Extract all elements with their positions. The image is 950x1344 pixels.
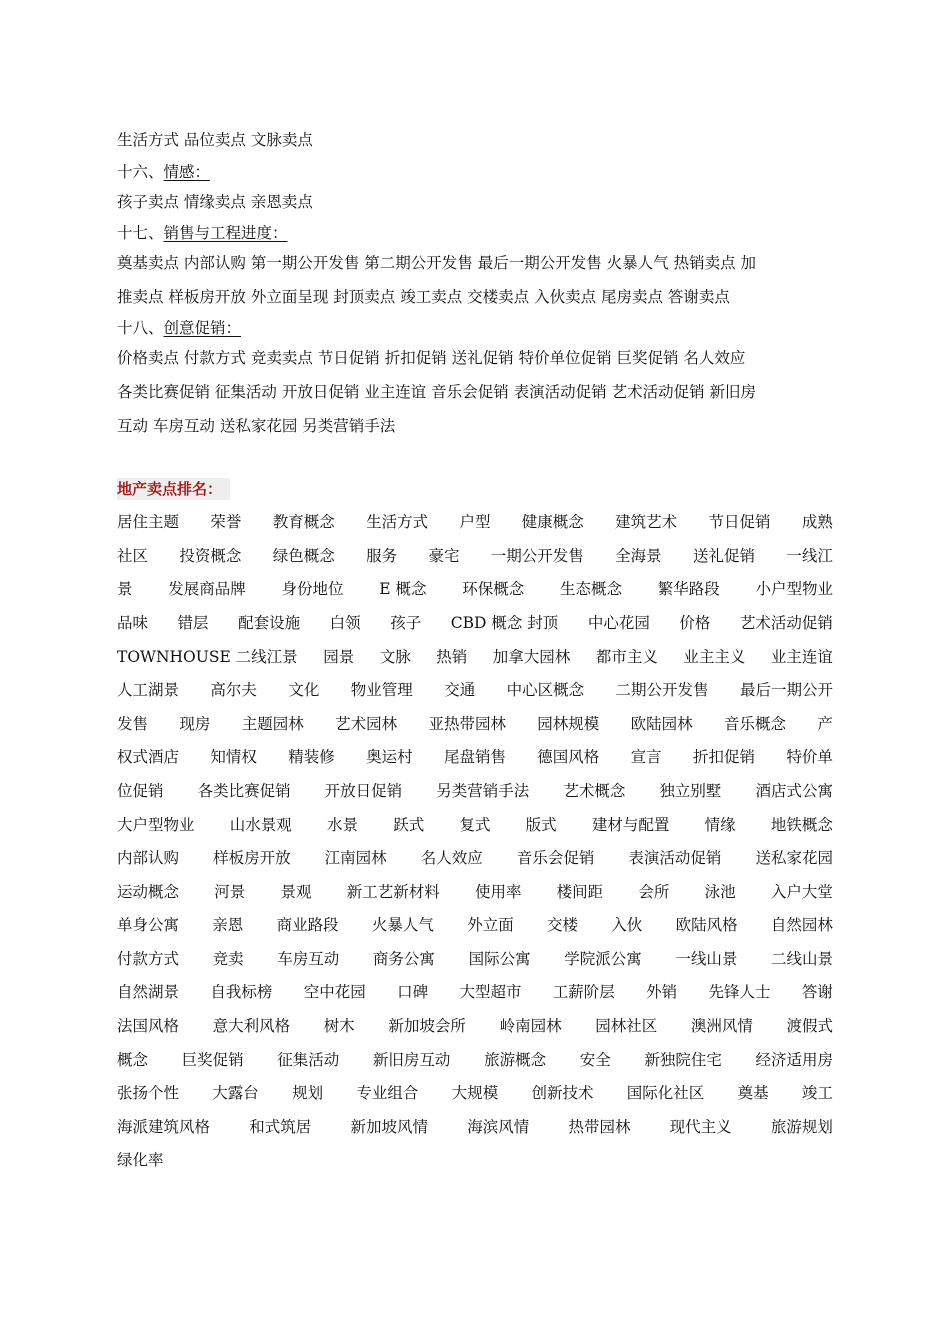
ranking-term: 口碑 — [397, 983, 429, 1002]
ranking-term: 一线江 — [786, 546, 833, 565]
ranking-term: 外立面 — [467, 916, 514, 935]
ranking-term: 运动概念 — [117, 882, 180, 901]
ranking-term: 园景 — [323, 647, 355, 666]
ranking-term: 海派建筑风格 — [117, 1117, 211, 1136]
ranking-term: E 概念 — [379, 580, 427, 599]
ranking-row — [117, 641, 833, 675]
ranking-term: 大露台 — [212, 1084, 259, 1103]
ranking-term: 业主主义 — [683, 647, 746, 666]
ranking-row — [117, 741, 833, 775]
ranking-term: 商业路段 — [276, 916, 339, 935]
ranking-term: 孩子 — [390, 613, 422, 632]
ranking-term: 大户型物业 — [117, 815, 195, 834]
ranking-term: 经济适用房 — [755, 1050, 833, 1069]
ranking-term: 学院派公寓 — [564, 949, 642, 968]
ranking-term: 特价单 — [786, 748, 833, 767]
ranking-term: 一线山景 — [675, 949, 738, 968]
ranking-term: 车房互动 — [277, 949, 340, 968]
ranking-term: 文脉 — [379, 647, 411, 666]
ranking-row — [117, 943, 833, 977]
ranking-term: 交楼 — [546, 916, 578, 935]
ranking-row — [117, 976, 833, 1010]
ranking-term: 现代主义 — [669, 1117, 732, 1136]
ranking-row — [117, 1077, 833, 1111]
ranking-row — [117, 573, 833, 607]
ranking-row — [117, 1010, 833, 1044]
ranking-term: 山水景观 — [229, 815, 292, 834]
ranking-term: 旅游规划 — [770, 1117, 833, 1136]
ranking-list — [117, 506, 837, 1144]
ranking-term: 专业组合 — [356, 1084, 419, 1103]
ranking-term: 法国风格 — [117, 1017, 180, 1036]
section-heading-16 — [117, 158, 837, 186]
ranking-term: 工薪阶层 — [552, 983, 615, 1002]
ranking-term: 艺术活动促销 — [739, 613, 833, 632]
ranking-term: 外销 — [646, 983, 678, 1002]
ranking-term: 价格 — [679, 613, 711, 632]
ranking-term: 国际公寓 — [468, 949, 531, 968]
ranking-term: 发展商品牌 — [168, 580, 246, 599]
ranking-term: 地铁概念 — [770, 815, 833, 834]
ranking-term: 教育概念 — [272, 513, 335, 532]
ranking-term: 规划 — [292, 1084, 324, 1103]
ranking-term: 泳池 — [704, 882, 736, 901]
ranking-term: 热销 — [436, 647, 468, 666]
ranking-term: 错层 — [177, 613, 209, 632]
ranking-term: 树木 — [323, 1017, 355, 1036]
ranking-term: 身份地位 — [281, 580, 344, 599]
heading-number: 十六、 — [117, 162, 164, 181]
text-line: 推卖点 样板房开放 外立面呈现 封顶卖点 竣工卖点 交楼卖点 入伙卖点 尾房卖点 答谢卖点 — [117, 287, 730, 306]
ranking-term: 使用率 — [474, 882, 522, 901]
ranking-term: 入户大堂 — [770, 882, 833, 901]
ranking-term: 都市主义 — [595, 647, 658, 666]
heading-label: 创意促销： — [163, 319, 242, 338]
ranking-term: 全海景 — [615, 546, 662, 565]
ranking-term: 火暴人气 — [371, 916, 434, 935]
ranking-term: 竞卖 — [212, 949, 244, 968]
ranking-term: 渡假式 — [786, 1017, 833, 1036]
ranking-term: 各类比赛促销 — [197, 781, 291, 800]
text-line: 价格卖点 付款方式 竞卖卖点 节日促销 折扣促销 送礼促销 特价单位促销 巨奖促销 名人效应 — [117, 349, 746, 368]
ranking-row — [117, 506, 833, 540]
ranking-term: 二期公开发售 — [615, 681, 709, 700]
ranking-term: 先锋人士 — [708, 983, 771, 1002]
ranking-term: 投资概念 — [179, 546, 242, 565]
ranking-term: 生活方式 — [366, 513, 429, 532]
ranking-term: 品味 — [117, 613, 149, 632]
ranking-term: 白领 — [329, 613, 361, 632]
paragraph-gap — [117, 443, 837, 473]
ranking-term: 自我标榜 — [210, 983, 273, 1002]
ranking-term: 景观 — [280, 882, 312, 901]
ranking-term: 江南园林 — [324, 849, 387, 868]
ranking-term: 送私家花园 — [755, 849, 833, 868]
ranking-term: 征集活动 — [277, 1050, 340, 1069]
ranking-term: 答谢 — [801, 983, 833, 1002]
ranking-row — [117, 540, 833, 574]
ranking-term: 最后一期公开 — [739, 681, 833, 700]
ranking-row — [117, 876, 833, 910]
ranking-term: 物业管理 — [350, 681, 413, 700]
ranking-term: 豪宅 — [428, 546, 460, 565]
ranking-term: 新加坡风情 — [350, 1117, 428, 1136]
ranking-term: 德国风格 — [537, 748, 600, 767]
ranking-term: 单身公寓 — [117, 916, 180, 935]
ranking-term: 服务 — [366, 546, 398, 565]
ranking-term: 音乐会促销 — [516, 849, 595, 868]
ranking-term: 情缘 — [704, 815, 736, 834]
ranking-term: 另类营销手法 — [436, 781, 530, 800]
ranking-term: 园林规模 — [537, 714, 600, 733]
ranking-term: 欧陆风格 — [675, 916, 738, 935]
ranking-term: 社区 — [117, 546, 149, 565]
ranking-term: CBD 概念 封顶 — [450, 613, 559, 632]
ranking-term: 版式 — [525, 815, 557, 834]
ranking-term: 文化 — [288, 681, 320, 700]
ranking-term: 新独院住宅 — [644, 1050, 722, 1069]
ranking-row — [117, 674, 833, 708]
text-line: 各类比赛促销 征集活动 开放日促销 业主连谊 音乐会促销 表演活动促销 艺术活动促销 新旧房 — [117, 382, 756, 401]
ranking-row — [117, 909, 833, 943]
ranking-term: 热带园林 — [568, 1117, 631, 1136]
ranking-term: 绿色概念 — [272, 546, 335, 565]
ranking-term: 大规模 — [451, 1084, 499, 1103]
ranking-term: 环保概念 — [462, 580, 525, 599]
ranking-term: 自然湖景 — [117, 983, 180, 1002]
ranking-term: 配套设施 — [238, 613, 301, 632]
ranking-term: 意大利风格 — [212, 1017, 291, 1036]
ranking-term: 入伙 — [611, 916, 643, 935]
ranking-title — [117, 473, 837, 506]
ranking-term: 创新技术 — [531, 1084, 594, 1103]
ranking-term: 中心区概念 — [506, 681, 585, 700]
ranking-term: 亚热带园林 — [428, 714, 506, 733]
ranking-row — [117, 1111, 833, 1145]
ranking-term: 位促销 — [117, 781, 164, 800]
ranking-term: 表演活动促销 — [628, 849, 722, 868]
heading-label: 销售与工程进度： — [163, 224, 288, 243]
ranking-term: 成熟 — [801, 513, 833, 532]
ranking-term: 欧陆园林 — [630, 714, 693, 733]
ranking-term: 精装修 — [288, 748, 335, 767]
text-line: 生活方式 品位卖点 文脉卖点 — [117, 131, 313, 149]
ranking-row — [117, 842, 833, 876]
ranking-term: 安全 — [579, 1050, 611, 1069]
ranking-term: 现房 — [179, 714, 211, 733]
ranking-term: 自然园林 — [770, 916, 833, 935]
ranking-term: 和式筑居 — [249, 1117, 312, 1136]
ranking-term: 尾盘销售 — [443, 748, 506, 767]
ranking-term: 主题园林 — [241, 714, 304, 733]
ranking-term: 概念 — [117, 1050, 149, 1069]
ranking-term: 权式酒店 — [117, 748, 180, 767]
ranking-term: 亲恩 — [212, 916, 244, 935]
ranking-term: 大型超市 — [459, 983, 522, 1002]
ranking-term: 艺术园林 — [335, 714, 398, 733]
document-page — [117, 124, 837, 1178]
ranking-row — [117, 607, 833, 641]
ranking-term: 名人效应 — [420, 849, 483, 868]
ranking-term: 建筑艺术 — [615, 513, 678, 532]
ranking-term: 交通 — [444, 681, 476, 700]
ranking-term: 二线山景 — [770, 949, 833, 968]
ranking-row — [117, 775, 833, 809]
ranking-term: 新工艺新材料 — [346, 882, 440, 901]
text-line: 奠基卖点 内部认购 第一期公开发售 第二期公开发售 最后一期公开发售 火暴人气 热销卖点 加 — [117, 254, 756, 273]
ranking-term: 复式 — [459, 815, 491, 834]
ranking-term: 送礼促销 — [693, 546, 756, 565]
ranking-term: 新加坡会所 — [388, 1017, 466, 1036]
ranking-term: TOWNHOUSE 二线江景 — [117, 647, 298, 666]
ranking-term: 健康概念 — [521, 513, 584, 532]
ranking-term: 加拿大园林 — [492, 647, 571, 666]
ranking-term: 竣工 — [801, 1084, 833, 1103]
ranking-term: 岭南园林 — [499, 1017, 562, 1036]
ranking-term: 独立别墅 — [659, 781, 722, 800]
section-heading-17 — [117, 219, 837, 247]
ranking-term: 园林社区 — [595, 1017, 658, 1036]
ranking-term: 产 — [817, 714, 833, 733]
ranking-term: 楼间距 — [556, 882, 604, 901]
ranking-term: 折扣促销 — [693, 748, 756, 767]
ranking-term: 酒店式公寓 — [755, 781, 833, 800]
ranking-term: 开放日促销 — [324, 781, 403, 800]
ranking-term: 付款方式 — [117, 949, 180, 968]
ranking-term: 商务公寓 — [372, 949, 435, 968]
ranking-term: 跃式 — [393, 815, 425, 834]
ranking-term: 河景 — [214, 882, 246, 901]
ranking-term: 旅游概念 — [484, 1050, 547, 1069]
ranking-term: 奠基 — [737, 1084, 769, 1103]
ranking-term: 知情权 — [210, 748, 257, 767]
ranking-row — [117, 708, 833, 742]
ranking-term: 空中花园 — [303, 983, 366, 1002]
ranking-term: 澳洲风情 — [690, 1017, 753, 1036]
ranking-term: 艺术概念 — [563, 781, 626, 800]
ranking-term: 样板房开放 — [213, 849, 291, 868]
ranking-term: 生态概念 — [559, 580, 622, 599]
ranking-term: 一期公开发售 — [490, 546, 584, 565]
ranking-term: 建材与配置 — [591, 815, 670, 834]
ranking-last-line: 绿化率 — [117, 1151, 164, 1170]
ranking-term: 业主连谊 — [770, 647, 833, 666]
heading-label: 情感： — [163, 162, 211, 181]
ranking-term: 中心花园 — [587, 613, 650, 632]
ranking-term: 海滨风情 — [467, 1117, 530, 1136]
ranking-term: 巨奖促销 — [181, 1050, 244, 1069]
heading-number: 十八、 — [117, 319, 164, 338]
ranking-term: 宣言 — [630, 748, 662, 767]
ranking-term: 景 — [117, 580, 133, 599]
ranking-term: 人工湖景 — [117, 681, 180, 700]
ranking-term: 高尔夫 — [210, 681, 257, 700]
text-line: 孩子卖点 情缘卖点 亲恩卖点 — [117, 192, 313, 211]
ranking-term: 内部认购 — [117, 849, 180, 868]
text-line: 互动 车房互动 送私家花园 另类营销手法 — [117, 416, 396, 435]
ranking-term: 音乐概念 — [724, 714, 787, 733]
ranking-term: 居住主题 — [117, 513, 180, 532]
ranking-term: 繁华路段 — [657, 580, 720, 599]
ranking-term: 发售 — [117, 714, 149, 733]
ranking-title-text: 地产卖点排名： — [117, 478, 230, 500]
ranking-term: 小户型物业 — [755, 580, 833, 599]
ranking-term: 节日促销 — [708, 513, 771, 532]
ranking-term: 会所 — [638, 882, 670, 901]
ranking-term: 奥运村 — [366, 748, 413, 767]
section-heading-18 — [117, 314, 837, 342]
ranking-term: 荣誉 — [210, 513, 242, 532]
ranking-row — [117, 809, 833, 843]
ranking-term: 国际化社区 — [626, 1084, 705, 1103]
ranking-row — [117, 1044, 833, 1078]
ranking-term: 户型 — [459, 513, 491, 532]
ranking-term: 新旧房互动 — [372, 1050, 451, 1069]
heading-number: 十七、 — [117, 224, 164, 243]
ranking-term: 水景 — [326, 815, 358, 834]
ranking-term: 张扬个性 — [117, 1084, 180, 1103]
